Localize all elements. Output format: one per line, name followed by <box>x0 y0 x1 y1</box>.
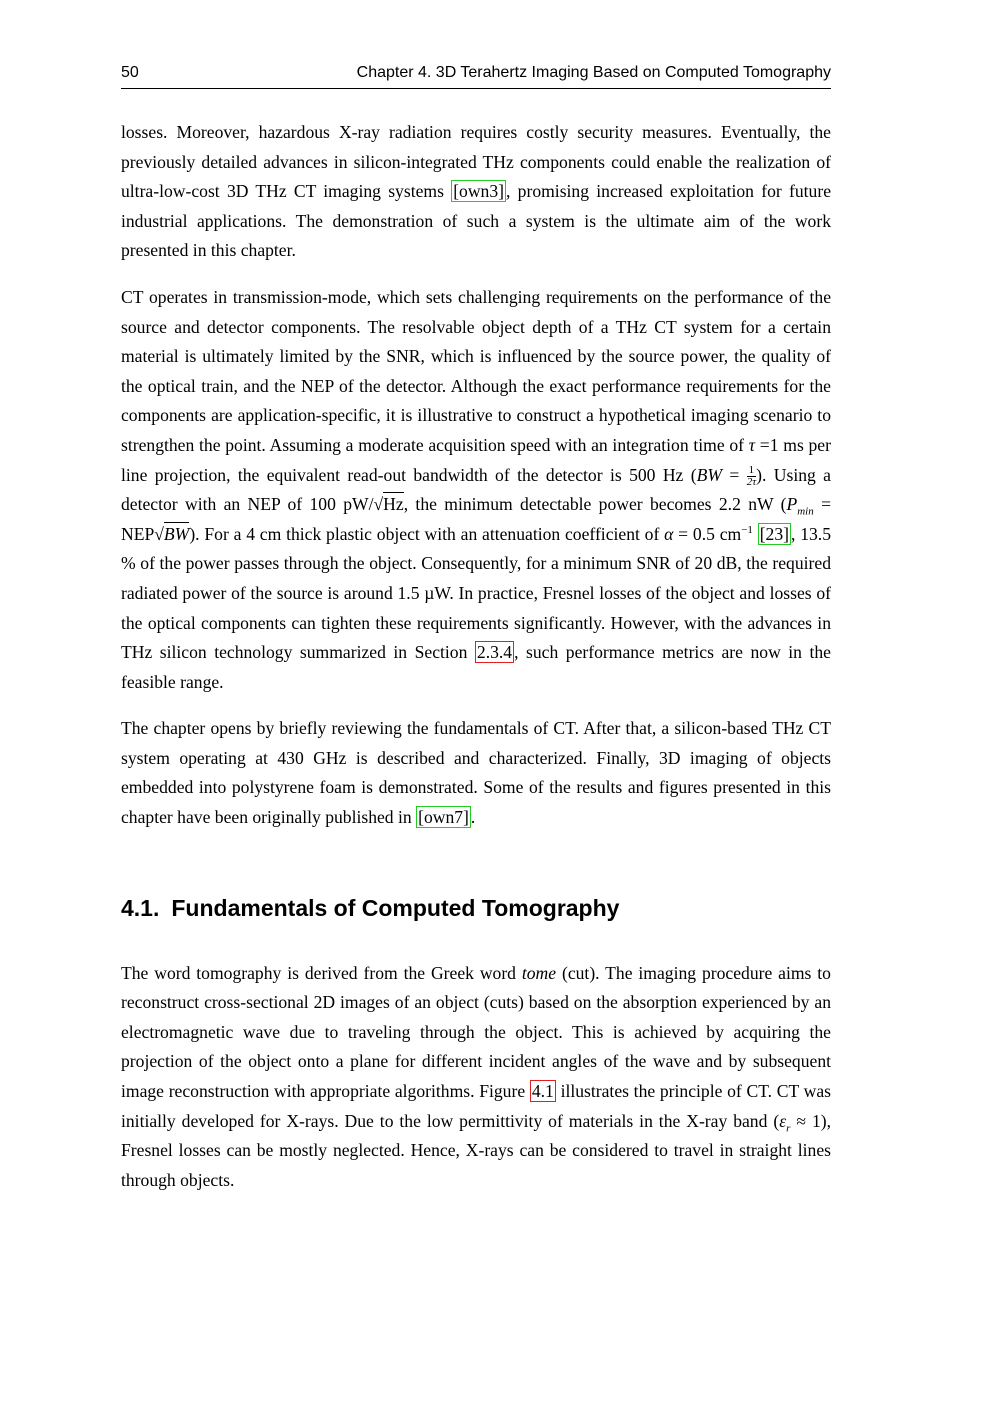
figure-link-4-1[interactable]: 4.1 <box>531 1081 554 1102</box>
paragraph-4: The word tomography is derived from the Greek word tome (cut). The imaging procedure aims to reconstruct cross-sectional 2D images of an object (cuts) based on the absorption experienced by an electromagnetic wave due to traveling through the object. This is achieved by acquiring the projection of the object onto a plane for different incident angles of the wave and by subsequent image reconstruction with appropriate algorithms. Figure 4.1 illustrates the principle of CT. CT was initially developed for X-rays. Due to the low permittivity of materials in the X-ray band $(\varepsilon_r \approx 1)$, Fresnel losses can be mostly neglected. Hence, X-rays can be considered to travel in straight lines through objects. <box>121 962 832 1190</box>
math-tau: τ <box>748 434 756 455</box>
chapter-title: Chapter 4. 3D Terahertz Imaging Based on Computed Tomography <box>356 64 831 81</box>
math-epsilon: ε <box>779 1110 787 1131</box>
section-number: 4.1. <box>121 894 160 921</box>
word-tome: tome <box>521 962 557 983</box>
math-min-subscript: min <box>797 505 814 518</box>
page-number: 50 <box>121 64 139 81</box>
math-r-subscript: r <box>786 1122 791 1135</box>
section-title: Fundamentals of Computed Tomography <box>171 894 620 921</box>
page-body <box>121 118 831 1195</box>
math-exponent: −1 <box>741 523 753 536</box>
math-sqrt-bw: BW <box>163 523 190 544</box>
math-sqrt-hz: Hz <box>383 494 404 515</box>
math-bw: BW <box>696 464 723 485</box>
section-heading <box>121 895 831 922</box>
paragraph-2: CT operates in transmission-mode, which sets challenging requirements on the performance of the source and detector components. The resolvable object depth of a THz CT system for a certain material is ultimately limited by the SNR, which is influenced by the source power, the quality of the optical train, and the NEP of the detector. Although the exact performance requirements for the components are application-specific, it is illustrative to construct a hypothetical imaging scenario to strengthen the point. Assuming a moderate acquisition speed with an integration time of τ =1 ms per line projection, the equivalent read-out bandwidth of the detector is 500 Hz (BW = $\frac{1}{2\tau}$ ). Using a detector with an NEP of 100 pW/√Hz, the minimum detectable power becomes 2.2 nW $(P_{min} = NEP√BW)$. For a 4 cm thick plastic object with an attenuation coefficient of α = 0.5 $cm^{-1}$ [23] , 13.5 % of the power passes through the object. Consequently, for a minimum SNR of 20 dB, the required radiated power of the source is around 1.5 µW. In practice, Fresnel losses of the object and losses of the optical components can tighten these requirements significantly. However, with the advances in THz silicon technology summarized in Section 2.3.4 , such performance metrics are now in the feasible range. <box>121 286 831 692</box>
paragraph-1: losses. Moreover, hazardous X-ray radiation requires costly security measures. Eventually, the previously detailed advances in silicon-integrated THz components could enable the realization of ultra-low-cost 3D THz CT imaging systems [own3] , promising increased exploitation for future industrial applications. The demonstration of such a system is the ultimate aim of the work presented in this chapter. <box>121 122 832 261</box>
math-fraction: $\frac{1}{2\tau}$ <box>746 464 757 489</box>
running-header <box>121 62 831 89</box>
citation-own7[interactable]: [own7] <box>418 807 469 828</box>
citation-own3[interactable]: [own3] <box>453 181 505 202</box>
math-alpha: α <box>664 523 674 544</box>
math-p: P <box>786 494 798 515</box>
section-link-2-3-4[interactable]: 2.3.4 <box>476 642 513 663</box>
paragraph-3: The chapter opens by briefly reviewing the fundamentals of CT. After that, a silicon-based THz CT system operating at 430 GHz is described and characterized. Finally, 3D imaging of objects embedded into polystyrene foam is demonstrated. Some of the results and figures presented in this chapter have been originally published in [own7] . <box>121 718 831 828</box>
citation-23[interactable]: [23] <box>759 523 790 544</box>
